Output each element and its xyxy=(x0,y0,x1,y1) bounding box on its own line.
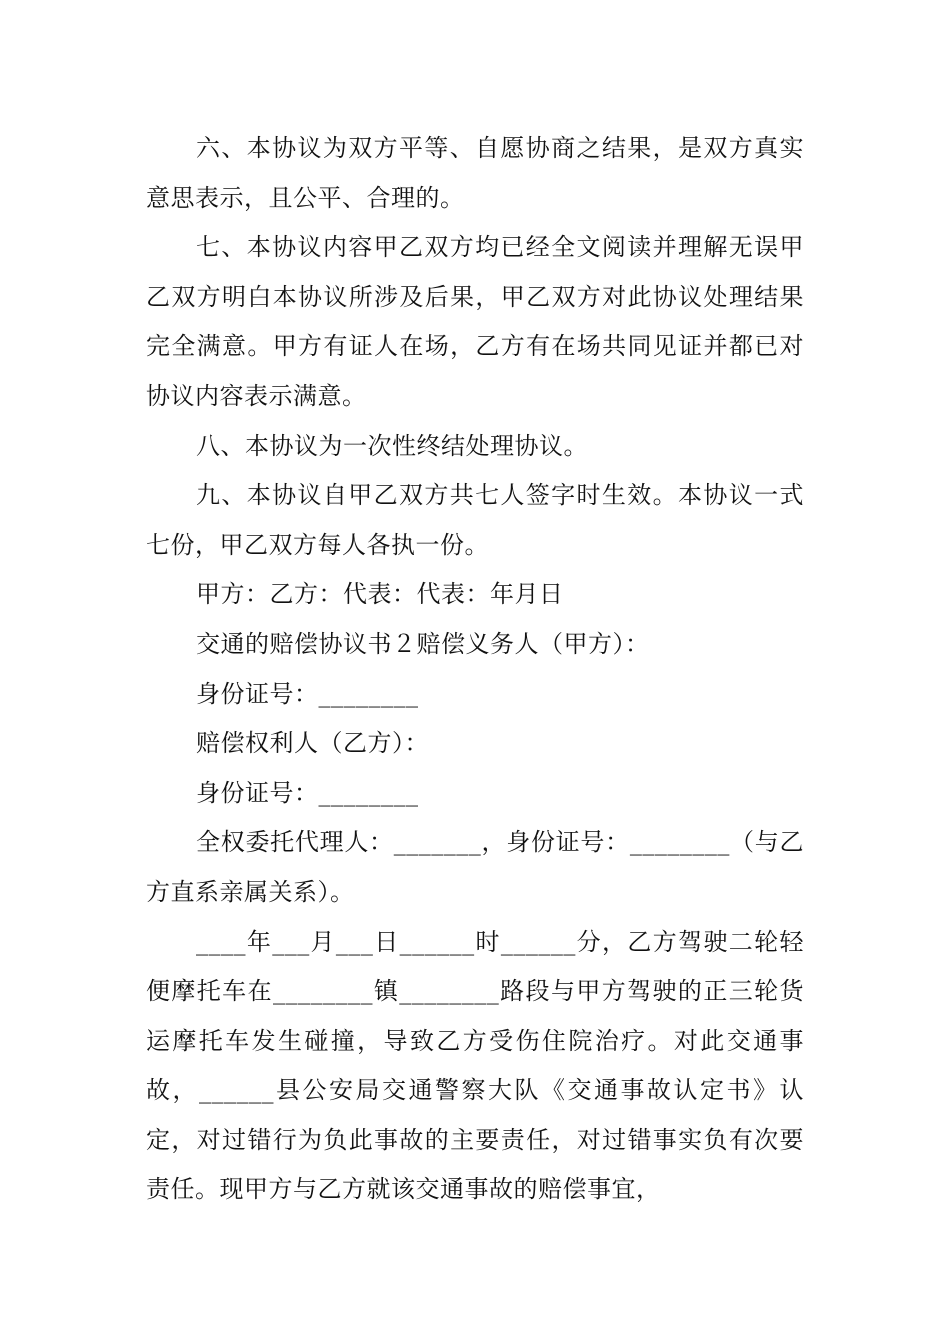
accident-description-paragraph: ____年___月___日______时______分，乙方驾驶二轮轻便摩托车在________镇________路段与甲方驾驶的正三轮货运摩托车发生碰撞，导致乙方受伤住院治疗。对此交通事故，______县公安局交通警察大队《交通事故认定书》认定，对过错行为负此事故的主要责任，对过错事实负有次要责任。现甲方与乙方就该交通事故的赔偿事宜， xyxy=(146,927,804,1204)
clause-nine-paragraph: 九、本协议自甲乙双方共七人签字时生效。本协议一式七份，甲乙双方每人各执一份。 xyxy=(146,481,804,559)
second-agreement-title-line: 交通的赔偿协议书２赔偿义务人（甲方）： xyxy=(196,629,650,658)
signature-line: 甲方：乙方：代表：代表：年月日 xyxy=(196,580,564,609)
document-page xyxy=(146,124,804,1215)
agent-line: 全权委托代理人：_______，身份证号：________（与乙方直系亲属关系）。 xyxy=(146,828,804,906)
clause-seven-paragraph: 七、本协议内容甲乙双方均已经全文阅读并理解无误甲乙双方明白本协议所涉及后果，甲乙双方对此协议处理结果完全满意。甲方有证人在场，乙方有在场共同见证并都已对协议内容表示满意。 xyxy=(146,233,804,410)
party-b-id-line: 身份证号：________ xyxy=(196,778,419,807)
clause-eight-paragraph: 八、本协议为一次性终结处理协议。 xyxy=(196,431,588,460)
clause-six-paragraph: 六、本协议为双方平等、自愿协商之结果，是双方真实意思表示，且公平、合理的。 xyxy=(146,134,804,212)
party-a-id-line: 身份证号：________ xyxy=(196,679,419,708)
party-b-line: 赔偿权利人（乙方）： xyxy=(196,729,429,758)
